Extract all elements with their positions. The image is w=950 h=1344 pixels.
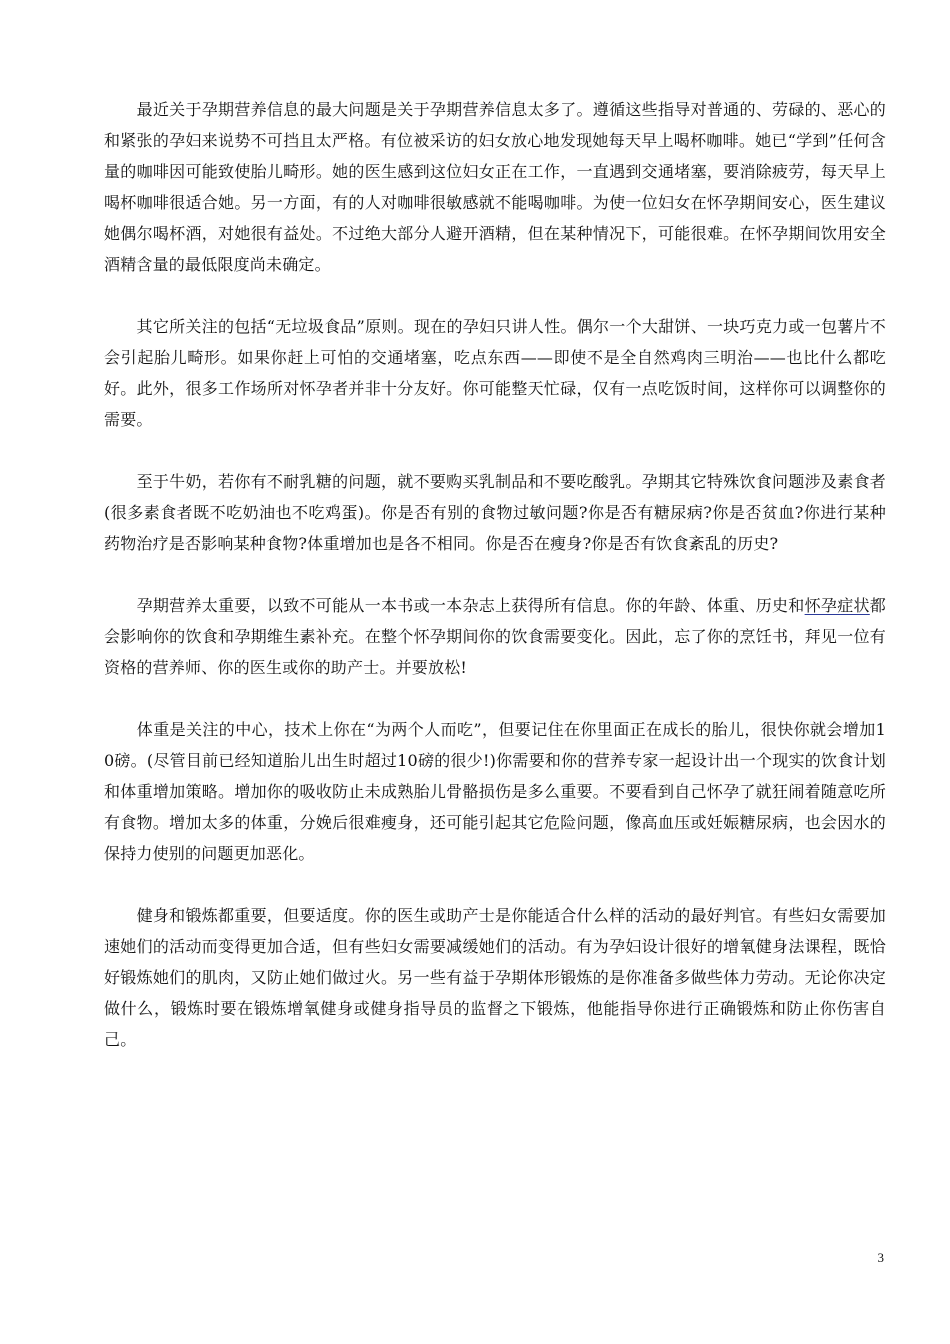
paragraph-gap bbox=[104, 869, 886, 900]
paragraph-caffeine: 最近关于孕期营养信息的最大问题是关于孕期营养信息太多了。遵循这些指导对普通的、劳碌的、恶心的和紧张的孕妇来说势不可挡且太严格。有位被采访的妇女放心地发现她每天早上喝杯咖啡。她已“学到”任何含量的咖啡因可能致使胎儿畸形。她的医生感到这位妇女正在工作，一直遇到交通堵塞，要消除疲劳，每天早上喝杯咖啡很适合她。另一方面，有的人对咖啡很敏感就不能喝咖啡。为使一位妇女在怀孕期间安心，医生建议她偶尔喝杯酒，对她很有益处。不过绝大部分人避开酒精，但在某种情况下，可能很难。在怀孕期间饮用安全酒精含量的最低限度尚未确定。 bbox=[104, 100, 886, 274]
paragraph-milk: 至于牛奶，若你有不耐乳糖的问题，就不要购买乳制品和不要吃酸乳。孕期其它特殊饮食问题涉及素食者(很多素食者既不吃奶油也不吃鸡蛋)。你是否有别的食物过敏问题?你是否有糖尿病?你是否贫血?你进行某种药物治疗是否影响某种食物?体重增加也是各不相同。你是否在瘦身?你是否有饮食紊乱的历史? bbox=[104, 472, 886, 553]
page-number: 3 bbox=[877, 1250, 884, 1265]
paragraph-text-before-link: 孕期营养太重要，以致不可能从一本书或一本杂志上获得所有信息。你的年龄、体重、历史和 bbox=[104, 596, 805, 615]
paragraph-weight: 体重是关注的中心，技术上你在“为两个人而吃”，但要记住在你里面正在成长的胎儿，很快你就会增加10磅。(尽管目前已经知道胎儿出生时超过10磅的很少!)你需要和你的营养专家一起设计出一个现实的饮食计划和体重增加策略。增加你的吸收防止未成熟胎儿骨骼损伤是多么重要。不要看到自己怀孕了就狂闹着随意吃所有食物。增加太多的体重，分娩后很难瘦身，还可能引起其它危险问题，像高血压或妊娠糖尿病，也会因水的保持力使别的问题更加恶化。 bbox=[104, 720, 886, 863]
paragraph-gap bbox=[104, 280, 886, 311]
paragraph-gap bbox=[104, 683, 886, 714]
article-body bbox=[104, 94, 886, 1055]
paragraph-gap bbox=[104, 435, 886, 466]
paragraph-gap bbox=[104, 559, 886, 590]
pregnancy-symptoms-link[interactable]: 怀孕症状 bbox=[804, 596, 870, 615]
paragraph-junk-food: 其它所关注的包括“无垃圾食品”原则。现在的孕妇只讲人性。偶尔一个大甜饼、一块巧克力或一包薯片不会引起胎儿畸形。如果你赶上可怕的交通堵塞，吃点东西——即使不是全自然鸡肉三明治——也比什么都吃好。此外，很多工作场所对怀孕者并非十分友好。你可能整天忙碌，仅有一点吃饭时间，这样你可以调整你的需要。 bbox=[104, 317, 886, 429]
paragraph-text-after-link: 都会影响你的饮食和孕期维生素补充。在整个怀孕期间你的饮食需要变化。因此，忘了你的烹饪书，拜见一位有资格的营养师、你的医生或你的助产士。并要放松! bbox=[104, 596, 886, 677]
paragraph-exercise: 健身和锻炼都重要，但要适度。你的医生或助产士是你能适合什么样的活动的最好判官。有些妇女需要加速她们的活动而变得更加合适，但有些妇女需要减缓她们的活动。有为孕妇设计很好的增氧健身法课程，既恰好锻炼她们的肌肉，又防止她们做过火。另一些有益于孕期体形锻炼的是你准备多做些体力劳动。无论你决定做什么，锻炼时要在锻炼增氧健身或健身指导员的监督之下锻炼，他能指导你进行正确锻炼和防止你伤害自己。 bbox=[104, 906, 886, 1049]
paragraph-nutrition-advice bbox=[104, 590, 886, 683]
